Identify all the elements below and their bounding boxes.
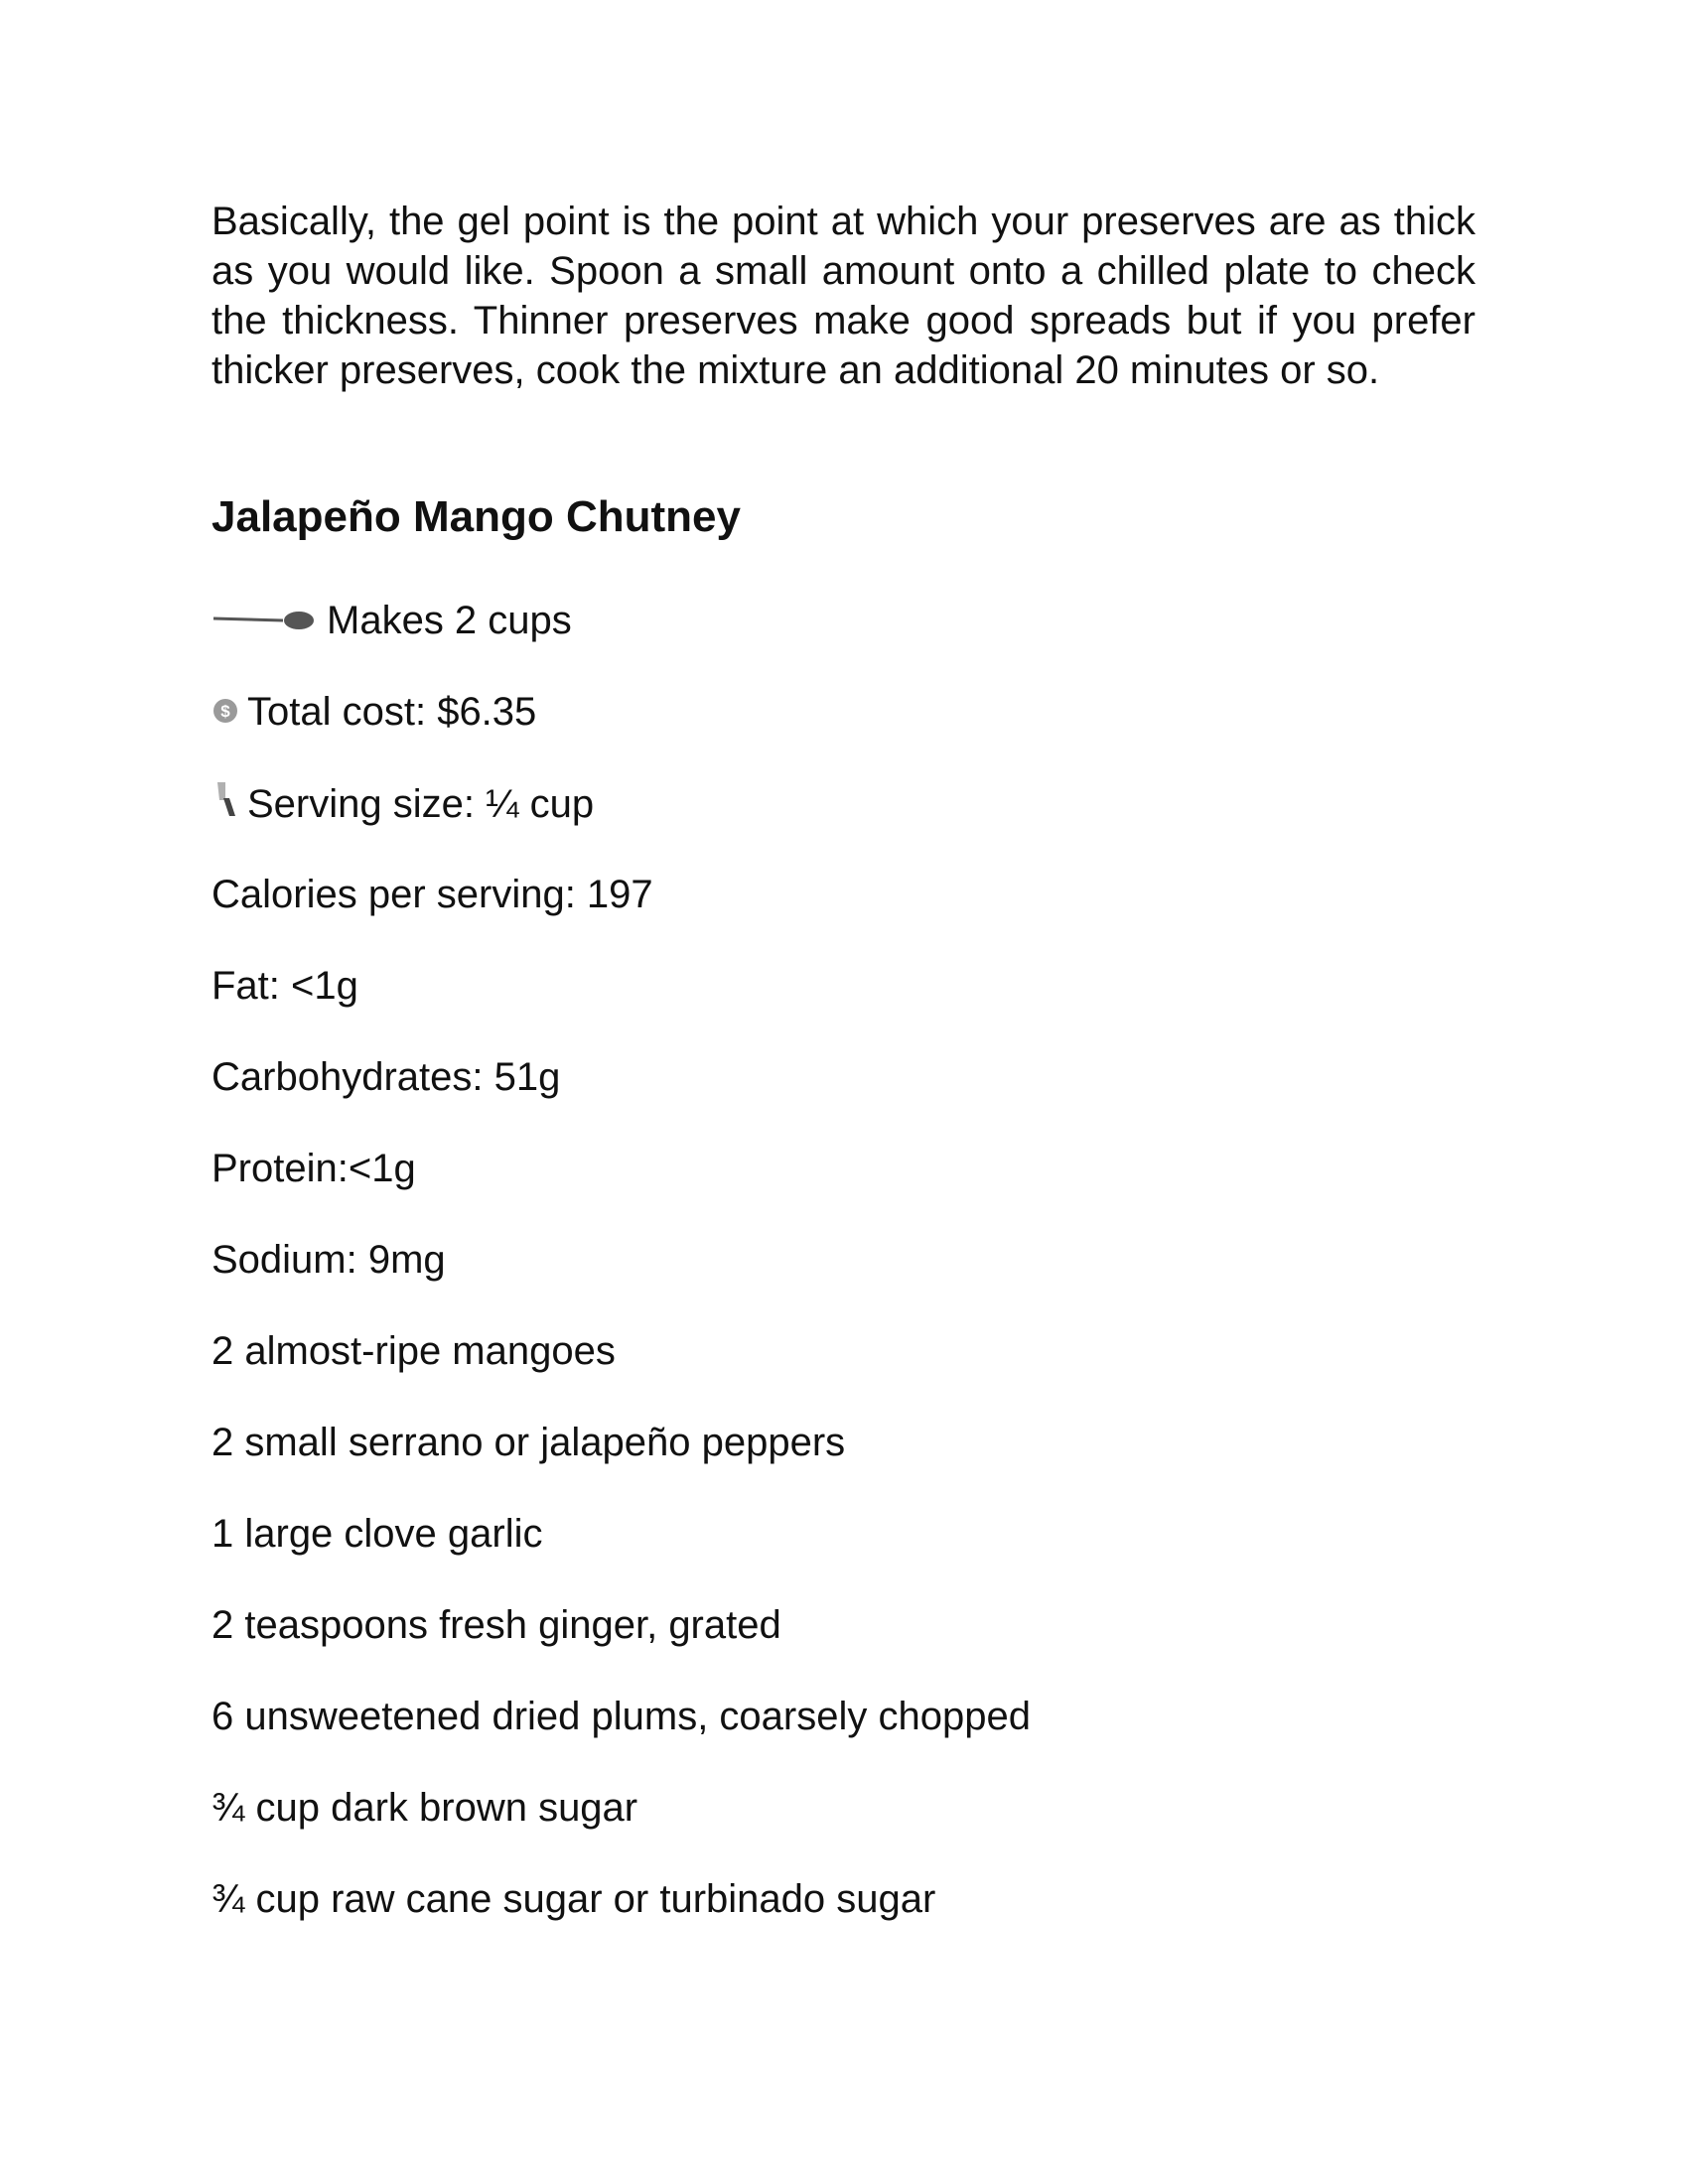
serving-text: Serving size: ¼ cup [247,782,595,826]
carbs-line: Carbohydrates: 51g [211,1055,561,1099]
protein-line: Protein:<1g [211,1147,416,1190]
intro-paragraph: Basically, the gel point is the point at which your preserves are as thick as you would like. Spoon a small amount onto a chilled plate to check the thickness. Thinner preserves make good spreads but if you prefer thicker preserves, cook the mixture an additional 20 minutes or so. [211,200,1476,392]
ingredient-item: 6 unsweetened dried plums, coarsely chopped [211,1695,1031,1738]
ingredient-item: 2 teaspoons fresh ginger, grated [211,1603,781,1647]
ingredient-item: 2 almost-ripe mangoes [211,1329,616,1373]
makes-text: Makes 2 cups [327,599,572,642]
cost-line [211,687,536,737]
recipe-title: Jalapeño Mango Chutney [211,492,741,541]
calories-line: Calories per serving: 197 [211,873,653,916]
cost-text: Total cost: $6.35 [247,690,537,734]
serving-line [211,778,594,830]
ingredient-item: ¾ cup dark brown sugar [211,1786,638,1830]
ingredient-item: 1 large clove garlic [211,1512,543,1556]
fat-line: Fat: <1g [211,964,358,1008]
ingredient-item: ¾ cup raw cane sugar or turbinado sugar [211,1877,936,1921]
document-page [211,197,1476,1921]
knife-icon [211,778,239,830]
dollar-icon [211,687,239,737]
makes-line [211,596,572,645]
spoon-icon [211,596,317,645]
ingredient-item: 2 small serrano or jalapeño peppers [211,1421,846,1464]
sodium-line: Sodium: 9mg [211,1238,446,1282]
svg-text:$: $ [220,702,230,721]
